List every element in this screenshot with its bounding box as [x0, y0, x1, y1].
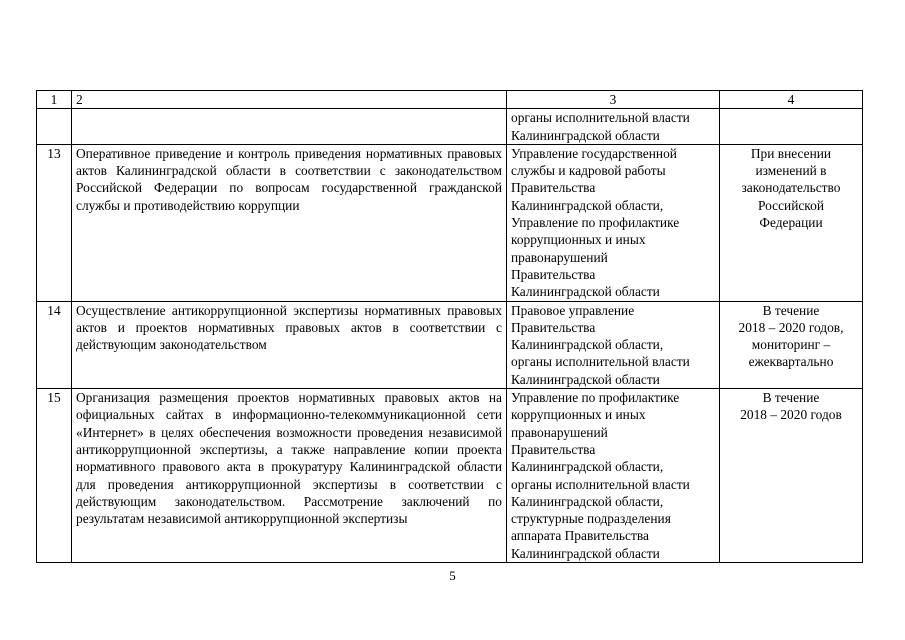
row-measure: Осуществление антикоррупционной экспертизы нормативных правовых актов и проектов нормативных правовых актов в соответствии с действующим законодательством [72, 301, 507, 388]
header-col-3: 3 [507, 91, 720, 109]
table-row [37, 389, 863, 563]
row-responsible: Управление государственной службы и кадровой работы Правительства Калининградской области, Управление по профилактике коррупционных и иных правонарушений Правительства Калининградской области [507, 144, 720, 301]
row-number: 13 [37, 144, 72, 301]
row-number [37, 109, 72, 145]
page-number: 5 [449, 568, 456, 583]
row-deadline: В течение 2018 – 2020 годов [720, 389, 863, 563]
header-col-4: 4 [720, 91, 863, 109]
header-col-2: 2 [72, 91, 507, 109]
table-row [37, 301, 863, 388]
header-col-1: 1 [37, 91, 72, 109]
table-row [37, 144, 863, 301]
row-measure: Организация размещения проектов нормативных правовых актов на официальных сайтах в информационно-телекоммуникационной сети «Интернет» в целях обеспечения возможности проведения независимой антикоррупционной экспертизы, а также направление копии проекта нормативного правового акта в прокуратуру Калининградской области для проведения антикоррупционной экспертизы в соответствии с действующим законодательством. Рассмотрение заключений по результатам независимой антикоррупционной экспертизы [72, 389, 507, 563]
table-row [37, 109, 863, 145]
row-deadline: При внесении изменений в законодательство Российской Федерации [720, 144, 863, 301]
row-number: 15 [37, 389, 72, 563]
measures-table [36, 90, 863, 563]
row-deadline: В течение 2018 – 2020 годов, мониторинг – ежеквартально [720, 301, 863, 388]
row-measure: Оперативное приведение и контроль приведения нормативных правовых актов Калининградской области в соответствии с законодательством Российской Федерации по вопросам государственной гражданской службы и противодействию коррупции [72, 144, 507, 301]
row-measure [72, 109, 507, 145]
table-header-row [37, 91, 863, 109]
row-number: 14 [37, 301, 72, 388]
row-responsible: органы исполнительной власти Калининградской области [507, 109, 720, 145]
row-responsible: Правовое управление Правительства Калининградской области, органы исполнительной власти Калининградской области [507, 301, 720, 388]
row-responsible: Управление по профилактике коррупционных и иных правонарушений Правительства Калининградской области, органы исполнительной власти Калининградской области, структурные подразделения аппарата Правительства Калининградской области [507, 389, 720, 563]
row-deadline [720, 109, 863, 145]
